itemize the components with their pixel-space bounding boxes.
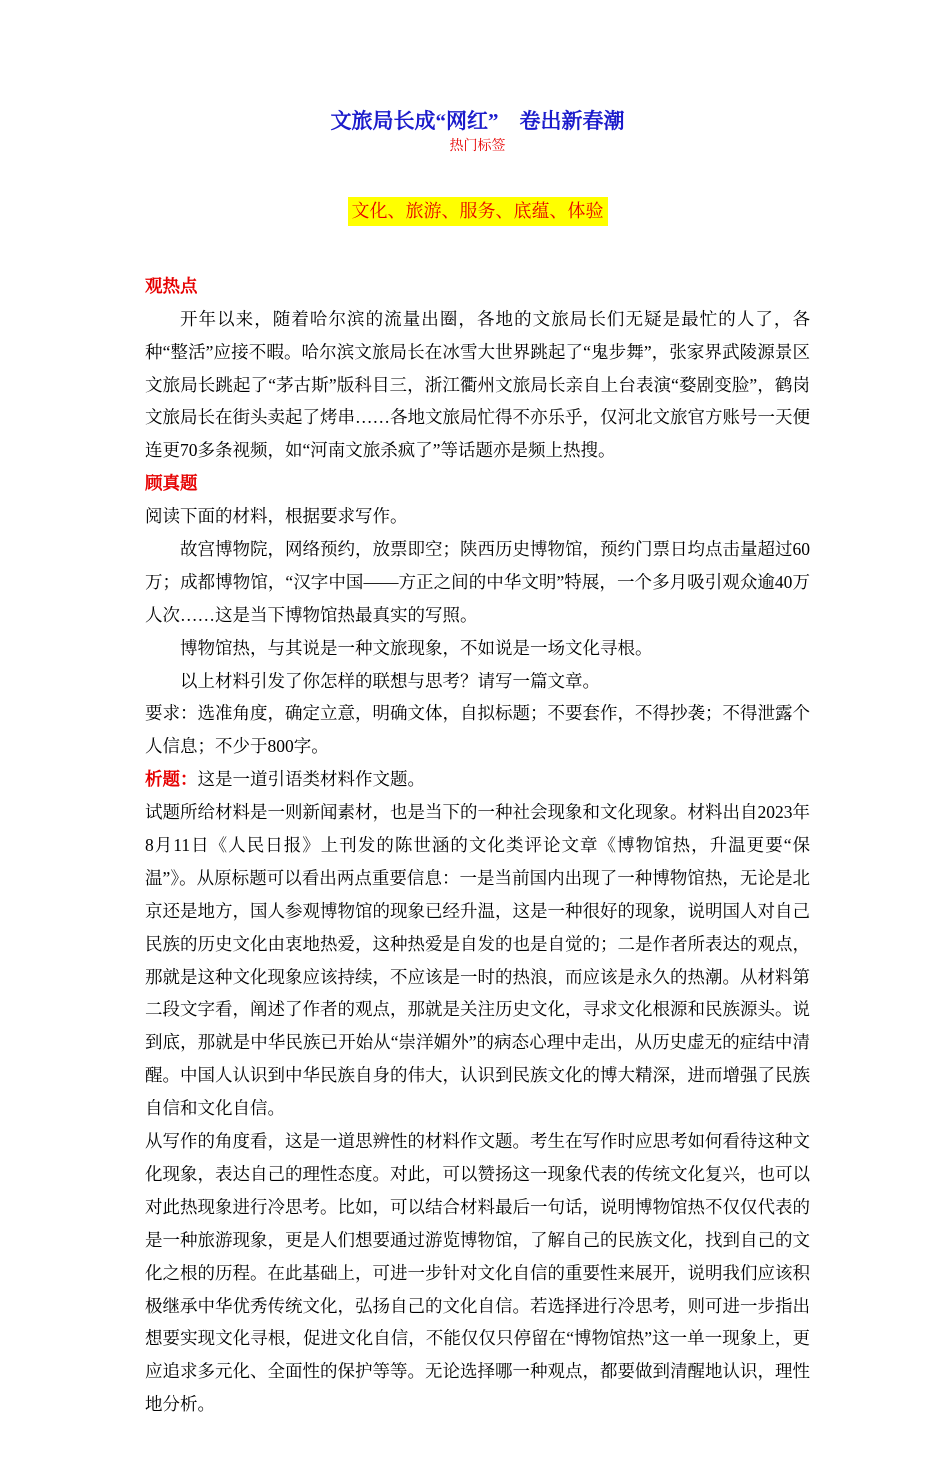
- document-title: 文旅局长成“网红” 卷出新春潮: [330, 109, 625, 133]
- hotspot-paragraph: 开年以来，随着哈尔滨的流量出圈，各地的文旅局长们无疑是最忙的人了，各种“整活”应接不暇。哈尔滨文旅局长在冰雪大世界跳起了“鬼步舞”，张家界武陵源景区文旅局长跳起了“茅古斯”版科目三，浙江衢州文旅局长亲自上台表演“婺剧变脸”，鹤岗文旅局长在街头卖起了烤串……各地文旅局忙得不亦乐乎，仅河北文旅官方账号一天便连更70多条视频，如“河南文旅杀疯了”等话题亦是频上热搜。: [145, 308, 810, 461]
- exam-prompt: 以上材料引发了你怎样的联想与思考？请写一篇文章。: [180, 670, 600, 691]
- tags-line: [145, 197, 810, 226]
- analysis-label: 析题：: [145, 769, 198, 790]
- section-heading-hotspot: 观热点: [145, 275, 198, 296]
- analysis-lead: 这是一道引语类材料作文题。: [197, 769, 425, 790]
- analysis-lead-line: [145, 763, 810, 796]
- section-heading-exam: 顾真题: [145, 473, 198, 494]
- document-body: [145, 270, 810, 1421]
- document-subtitle: 热门标签: [449, 139, 506, 155]
- exam-material-1: 故宫博物院，网络预约，放票即空；陕西历史博物馆，预约门票日均点击量超过60万；成都博物馆，“汉字中国——方正之间的中华文明”特展，一个多月吸引观众逾40万人次……这是当下博物馆热最真实的写照。: [145, 539, 810, 625]
- analysis-paragraph-1: 试题所给材料是一则新闻素材，也是当下的一种社会现象和文化现象。材料出自2023年8月11日《人民日报》上刊发的陈世涵的文化类评论文章《博物馆热，升温更要“保温”》。从原标题可以看出两点重要信息：一是当前国内出现了一种博物馆热，无论是北京还是地方，国人参观博物馆的现象已经升温，这是一种很好的现象，说明国人对自己民族的历史文化由衷地热爱，这种热爱是自发的也是自觉的；二是作者所表达的观点，那就是这种文化现象应该持续，不应该是一时的热浪，而应该是永久的热潮。从材料第二段文字看，阐述了作者的观点，那就是关注历史文化，寻求文化根源和民族源头。说到底，那就是中华民族已开始从“崇洋媚外”的病态心理中走出，从历史虚无的症结中清醒。中国人认识到中华民族自身的伟大，认识到民族文化的博大精深，进而增强了民族自信和文化自信。: [145, 802, 810, 1119]
- exam-intro: 阅读下面的材料，根据要求写作。: [145, 506, 408, 527]
- analysis-paragraph-2: 从写作的角度看，这是一道思辨性的材料作文题。考生在写作时应思考如何看待这种文化现象，表达自己的理性态度。对此，可以赞扬这一现象代表的传统文化复兴，也可以对此热现象进行冷思考。比如，可以结合材料最后一句话，说明博物馆热不仅仅代表的是一种旅游现象，更是人们想要通过游览博物馆，了解自己的民族文化，找到自己的文化之根的历程。在此基础上，可进一步针对文化自信的重要性来展开，说明我们应该积极继承中华优秀传统文化，弘扬自己的文化自信。若选择进行冷思考，则可进一步指出想要实现文化寻根，促进文化自信，不能仅仅只停留在“博物馆热”这一单一现象上，更应追求多元化、全面性的保护等等。无论选择哪一种观点，都要做到清醒地认识，理性地分析。: [145, 1131, 810, 1415]
- exam-requirements: 要求：选准角度，确定立意，明确文体，自拟标题；不要套作，不得抄袭；不得泄露个人信息；不少于800字。: [145, 703, 810, 757]
- highlighted-tags: 文化、旅游、服务、底蕴、体验: [348, 197, 608, 226]
- exam-material-2: 博物馆热，与其说是一种文旅现象，不如说是一场文化寻根。: [180, 637, 653, 658]
